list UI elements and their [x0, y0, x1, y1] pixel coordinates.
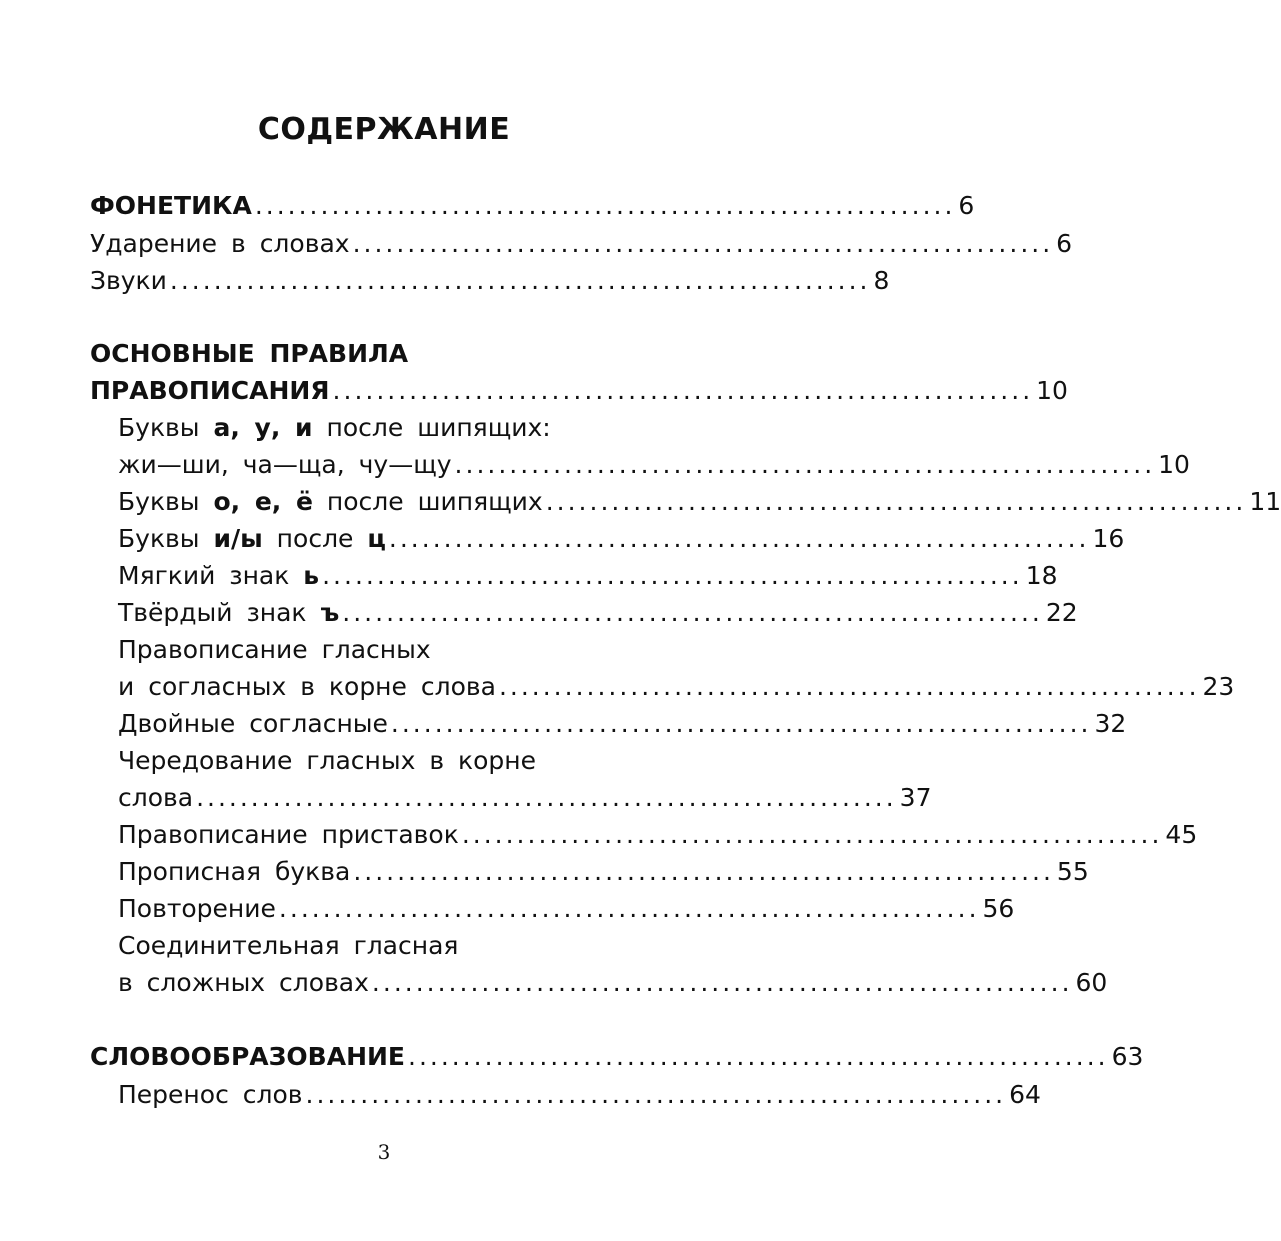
- text-part: после: [262, 524, 368, 553]
- dot-leader: ................................................................: [305, 1080, 1007, 1109]
- text-part: после шипящих: [312, 487, 543, 516]
- dot-leader: ................................................................: [461, 820, 1163, 849]
- toc-entry: [118, 966, 1108, 1000]
- page-title: СОДЕРЖАНИЕ: [257, 112, 511, 147]
- bold-letters: ъ: [320, 598, 340, 627]
- toc-heading-text: ОСНОВНЫЕ ПРАВИЛА: [90, 339, 409, 368]
- toc-entry-line1: [118, 744, 663, 778]
- toc-entry-text: Двойные согласные: [118, 709, 388, 738]
- dot-leader: ................................................................: [342, 598, 1043, 627]
- page-number: 37: [899, 783, 932, 812]
- toc-entry: [118, 596, 1078, 630]
- dot-leader: ................................................................: [196, 783, 897, 812]
- dot-leader: ................................................................: [498, 672, 1200, 701]
- bold-letters: и/ы: [213, 524, 263, 553]
- page-number: 11: [1249, 487, 1281, 516]
- toc-entry: [118, 781, 932, 815]
- dot-leader: ................................................................: [408, 1042, 1109, 1071]
- toc-entry-text: Чередование гласных в корне: [118, 746, 536, 775]
- page-number: 22: [1045, 598, 1078, 627]
- toc-entry-text: Перенос слов: [118, 1080, 303, 1109]
- toc-entry-text: в сложных словах: [118, 968, 369, 997]
- toc-entry: [118, 448, 1190, 482]
- toc-entry: [118, 707, 1127, 741]
- dot-leader: ................................................................: [332, 376, 1034, 405]
- toc-heading-text: ПРАВОПИСАНИЯ: [90, 376, 330, 405]
- toc-heading-spelling: [90, 374, 1068, 408]
- toc-entry: [90, 264, 890, 298]
- toc-entry-line1: [118, 411, 663, 445]
- toc-heading-word-formation: [90, 1040, 1144, 1074]
- dot-leader: ................................................................: [454, 450, 1156, 479]
- toc-entry-text: Повторение: [118, 894, 276, 923]
- text-part: Буквы: [118, 524, 214, 553]
- toc-entry-text: Соединительная гласная: [118, 931, 459, 960]
- page-number: 63: [1111, 1042, 1144, 1071]
- page-number: 23: [1202, 672, 1235, 701]
- toc-entry-text: [118, 411, 551, 445]
- toc-entry-text: и согласных в корне слова: [118, 672, 496, 701]
- toc-heading-phonetics: [90, 189, 975, 223]
- dot-leader: ................................................................: [545, 487, 1247, 516]
- page-number: 6: [958, 191, 975, 220]
- page-number: 64: [1009, 1080, 1041, 1109]
- toc-entry-line1: [118, 633, 663, 667]
- toc-entry-text: Правописание приставок: [118, 820, 459, 849]
- dot-leader: ................................................................: [278, 894, 980, 923]
- text-part: Буквы: [118, 487, 214, 516]
- bold-letters: о, е, ё: [213, 487, 313, 516]
- page-number-footer: 3: [377, 1140, 391, 1164]
- dot-leader: ................................................................: [390, 709, 1092, 738]
- page-number: 60: [1075, 968, 1108, 997]
- toc-entry: [90, 227, 1073, 261]
- dot-leader: ................................................................: [169, 266, 871, 295]
- page-number: 32: [1094, 709, 1127, 738]
- text-part: после шипящих:: [312, 413, 551, 442]
- toc-entry: [118, 1078, 1041, 1112]
- text-part: Буквы: [118, 413, 214, 442]
- page-number: 8: [873, 266, 890, 295]
- toc-entry-text: [118, 596, 339, 630]
- toc-entry-text: [118, 559, 319, 593]
- toc-entry: [118, 818, 1198, 852]
- toc-entry-text: Правописание гласных: [118, 635, 431, 664]
- dot-leader: ................................................................: [322, 561, 1023, 590]
- toc-entry: [118, 485, 1281, 519]
- page-number: 10: [1158, 450, 1190, 479]
- page-number: 56: [982, 894, 1015, 923]
- toc-entry-text: Прописная буква: [118, 857, 351, 886]
- toc-heading-text: ФОНЕТИКА: [90, 191, 252, 220]
- toc-heading-spelling-line1: [90, 337, 663, 371]
- toc-entry-text: слова: [118, 783, 194, 812]
- dot-leader: ................................................................: [388, 524, 1090, 553]
- toc-entry-line1: [118, 929, 663, 963]
- text-part: Мягкий знак: [118, 561, 304, 590]
- dot-leader: ................................................................: [254, 191, 956, 220]
- toc-entry: [118, 522, 1125, 556]
- dot-leader: ................................................................: [352, 229, 1054, 258]
- bold-letters: ь: [303, 561, 320, 590]
- toc-entry: [118, 559, 1058, 593]
- toc-entry-text: [118, 485, 543, 519]
- dot-leader: ................................................................: [371, 968, 1073, 997]
- page-number: 10: [1036, 376, 1068, 405]
- toc-entry-text: Ударение в словах: [90, 229, 350, 258]
- toc-entry-text: [118, 522, 386, 556]
- bold-letters: ц: [367, 524, 386, 553]
- text-part: Твёрдый знак: [118, 598, 321, 627]
- toc-entry-text: Звуки: [90, 266, 167, 295]
- toc-entry: [118, 670, 1235, 704]
- toc-entry: [118, 855, 1089, 889]
- toc-entry-text: жи—ши, ча—ща, чу—щу: [118, 450, 452, 479]
- bold-letters: а, у, и: [213, 413, 313, 442]
- page-number: 18: [1025, 561, 1058, 590]
- page-number: 6: [1056, 229, 1073, 258]
- page-number: 16: [1092, 524, 1125, 553]
- page-number: 55: [1056, 857, 1089, 886]
- dot-leader: ................................................................: [353, 857, 1054, 886]
- toc-entry: [118, 892, 1015, 926]
- toc-heading-text: СЛОВООБРАЗОВАНИЕ: [90, 1042, 405, 1071]
- page-number: 45: [1165, 820, 1198, 849]
